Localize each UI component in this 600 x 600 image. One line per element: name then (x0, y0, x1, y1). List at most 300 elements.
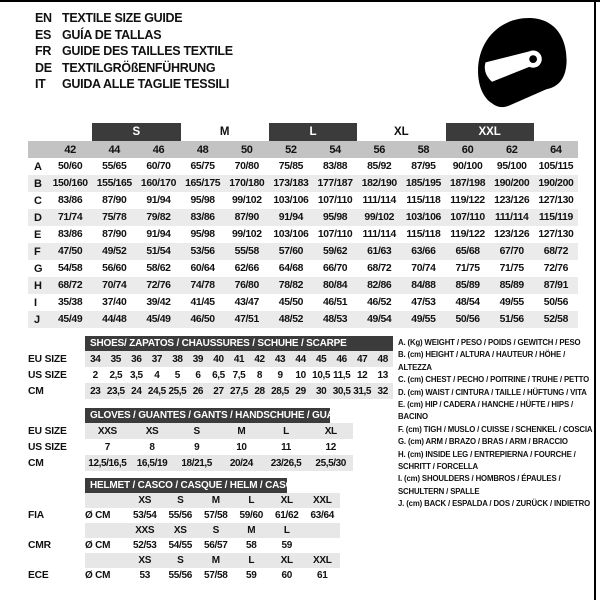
legend-item: H. (cm) INSIDE LEG / ENTREPIERNA / FOURCHE / SCHRITT / FORCELLA (398, 449, 576, 472)
size-value: 68/72 (534, 243, 578, 260)
helmet-title-bar: HELMET / CASCO / CASQUE / HELM / CASCO (85, 478, 287, 493)
size-label: XS (138, 495, 152, 506)
row-letter: B (28, 175, 48, 192)
size-value: 80/84 (313, 277, 357, 294)
size-value: 71/75 (455, 263, 480, 274)
size-value: 12 (325, 441, 336, 453)
size-value: 23,5 (106, 385, 125, 397)
size-value: 103/106 (273, 195, 309, 206)
size-value: 8 (149, 441, 155, 453)
size-value: 57/58 (203, 570, 228, 581)
size-value: 55/56 (168, 570, 193, 581)
size-value: 23/26,5 (270, 457, 302, 469)
helmet-values (85, 508, 340, 523)
size-value: 42 (254, 353, 265, 365)
row-letter: I (34, 296, 37, 309)
size-value: 107/110 (317, 195, 353, 206)
size-value: 12,5/16,5 (88, 457, 127, 469)
size-value: 4 (154, 369, 160, 381)
size-label: S (177, 495, 184, 506)
gloves-values (85, 455, 353, 471)
helmet-values-row (28, 568, 340, 583)
language-title: TEXTILGRÖßENFÜHRUNG (62, 60, 216, 75)
size-value: 60 (281, 570, 293, 581)
size-value: 99/102 (357, 209, 401, 226)
size-value: 23 (90, 385, 101, 397)
gloves-row (28, 455, 353, 471)
shoes-values (85, 351, 393, 367)
measurement-row (28, 294, 578, 311)
size-value: 34 (90, 353, 101, 365)
top-border-line (0, 0, 600, 2)
row-letter: J (28, 311, 48, 328)
size-value: 6 (195, 369, 201, 381)
size-value: 47 (357, 353, 368, 365)
size-value: 95/100 (496, 161, 527, 172)
size-value: 27 (213, 385, 224, 397)
helmet-values (85, 568, 340, 583)
shoes-title-bar: SHOES/ ZAPATOS / CHAUSSURES / SCHUHE / SCARPE (85, 336, 393, 351)
numeric-size: 50 (225, 141, 269, 158)
size-value: 87/90 (102, 229, 127, 240)
size-value: 48 (377, 353, 388, 365)
size-value: 87/90 (102, 195, 127, 206)
size-value: 50/56 (543, 297, 569, 308)
size-value: 24 (131, 385, 142, 397)
size-value: 36 (131, 353, 142, 365)
size-value: 55/65 (102, 161, 127, 172)
size-value: 49/54 (357, 311, 401, 328)
size-label: S (212, 525, 219, 536)
language-title: TEXTILE SIZE GUIDE (62, 11, 183, 25)
size-value: 83/86 (181, 209, 225, 226)
helmet-sizes (85, 553, 340, 568)
size-value: 32 (377, 385, 388, 397)
size-value: 10 (295, 369, 306, 381)
size-value: 3,5 (129, 369, 143, 381)
numeric-size: 58 (401, 141, 445, 158)
size-value: 45 (315, 353, 327, 365)
size-value: 56/57 (203, 540, 228, 551)
size-label: XL (280, 495, 293, 506)
size-value: 39/42 (146, 297, 171, 308)
size-value: 63/66 (401, 243, 445, 260)
size-value: 48/52 (269, 311, 313, 328)
numeric-size: 48 (181, 141, 225, 158)
helmet-values-row (28, 538, 340, 553)
legend-item: B. (cm) HEIGHT / ALTURA / HAUTEUR / HÖHE / ALTEZZA (398, 350, 566, 372)
size-group-l: L (269, 123, 357, 141)
size-value: 25,5/30 (315, 457, 346, 469)
right-border-line (594, 0, 596, 600)
size-value: 61 (316, 570, 328, 581)
size-value: 59 (281, 540, 293, 551)
size-value: 54/55 (168, 540, 193, 551)
size-value: 25,5 (168, 385, 187, 397)
legend-item: A. (Kg) WEIGHT / PESO / POIDS / GEWITCH / PESO (398, 338, 581, 347)
size-value: 57/58 (203, 510, 228, 521)
size-value: 107/110 (317, 229, 353, 240)
numeric-size-row (28, 141, 578, 158)
size-value: 71/74 (48, 209, 92, 226)
size-value: 111/114 (362, 229, 396, 240)
shoes-row-label: EU SIZE (28, 353, 67, 365)
size-value: 45/49 (136, 311, 180, 328)
row-letter: C (34, 194, 42, 207)
size-value: 9 (277, 369, 283, 381)
size-value: M (237, 425, 246, 437)
size-label: L (283, 525, 290, 536)
size-value: 115/118 (406, 229, 441, 240)
size-value: 123/126 (494, 229, 530, 240)
size-value: 71/75 (499, 263, 524, 274)
size-label: XL (280, 555, 293, 566)
size-value: 46/50 (181, 311, 225, 328)
numeric-size: 56 (357, 141, 401, 158)
row-letter: D (28, 209, 48, 226)
size-value: 39 (192, 353, 204, 365)
size-value: 91/94 (269, 209, 313, 226)
size-value: 60/70 (146, 161, 171, 172)
legend-item: C. (cm) CHEST / PECHO / POITRINE / TRUHE / PETTO (398, 375, 590, 385)
size-value: 6,5 (212, 369, 225, 381)
language-code: FR (35, 44, 52, 58)
shoes-row (28, 367, 393, 383)
size-value: 72/76 (543, 263, 569, 274)
standard-label: ECE (28, 570, 49, 581)
size-value: 63/64 (310, 510, 335, 521)
size-value: 187/198 (446, 175, 490, 192)
size-value: 43/47 (234, 297, 259, 308)
size-value: 70/74 (411, 263, 436, 274)
size-value: 127/130 (538, 229, 574, 240)
language-row (35, 43, 233, 60)
helmet-sizes-row (28, 493, 340, 508)
size-value: 99/102 (231, 195, 262, 206)
legend-item: J. (cm) BACK / ESPALDA / DOS / ZURÜCK / INDIETRO (398, 499, 591, 509)
size-value: 76/80 (225, 277, 269, 294)
size-label: XXS (135, 525, 155, 536)
size-value: 41 (233, 353, 245, 365)
size-value: 182/190 (357, 175, 401, 192)
legend-item: E. (cm) HIP / CADERA / HANCHE / HÜFTE / HIPS / BACINO (398, 400, 574, 422)
size-value: 115/119 (534, 209, 578, 226)
helmet-sizes (85, 523, 340, 538)
size-value: 47/51 (225, 311, 269, 328)
numeric-size: 52 (269, 141, 313, 158)
gloves-row-label: CM (28, 457, 44, 469)
helmet-sizes-row (28, 523, 340, 538)
size-value: 29 (295, 385, 306, 397)
size-value: 75/78 (92, 209, 136, 226)
numeric-size: 62 (490, 141, 534, 158)
size-value: 115/118 (406, 195, 441, 206)
size-value: 18/21,5 (181, 457, 212, 469)
size-label: M (247, 525, 256, 536)
size-value: 107/110 (446, 209, 490, 226)
size-value: 61/63 (357, 243, 401, 260)
size-value: 150/160 (48, 175, 92, 192)
size-value: 87/91 (534, 277, 578, 294)
size-value: 78/82 (269, 277, 313, 294)
size-value: 48/54 (455, 297, 480, 308)
size-value: 26 (192, 385, 204, 397)
size-value: 45/50 (278, 297, 304, 308)
size-value: 35/38 (58, 297, 83, 308)
language-title: GUIDE DES TAILLES TEXTILE (62, 44, 233, 58)
size-value: 85/92 (367, 161, 392, 172)
numeric-size: 60 (446, 141, 490, 158)
textile-size-table (28, 123, 578, 328)
size-value: 58 (245, 540, 257, 551)
helmet-values-row (28, 508, 340, 523)
size-value: 66/70 (322, 263, 348, 274)
size-value: 28,5 (271, 385, 289, 397)
language-row (35, 10, 233, 27)
size-value: 47/53 (411, 297, 436, 308)
unit-cell: Ø CM (85, 540, 111, 551)
size-value: 43 (274, 353, 286, 365)
size-value: 50/60 (58, 161, 83, 172)
size-value: 13 (377, 369, 388, 381)
size-value: 30,5 (332, 385, 351, 397)
corner-cell (28, 141, 48, 158)
size-value: 27,5 (230, 385, 248, 397)
size-value: 105/115 (538, 161, 574, 172)
numeric-size: 42 (48, 141, 92, 158)
measurement-row (28, 209, 578, 226)
size-value: 54/58 (58, 263, 83, 274)
size-value: 52/53 (132, 540, 157, 551)
gloves-row-label: US SIZE (28, 441, 67, 453)
size-value: 55/56 (168, 510, 193, 521)
size-value: XS (145, 425, 159, 437)
size-value: 12 (357, 369, 368, 381)
size-value: 65/75 (190, 161, 215, 172)
size-value: 91/94 (146, 195, 171, 206)
size-value: 11 (281, 441, 291, 453)
size-value: 46/51 (322, 297, 348, 308)
size-value: 56/60 (102, 263, 127, 274)
shoes-row (28, 383, 393, 399)
numeric-size: 54 (313, 141, 357, 158)
size-value: 59/60 (239, 510, 264, 521)
language-code: DE (35, 60, 52, 75)
size-group-m: M (219, 126, 230, 138)
legend-item: G. (cm) ARM / BRAZO / BRAS / ARM / BRACCIO (398, 437, 568, 447)
size-value: 7 (104, 441, 110, 453)
size-value: XL (324, 425, 337, 437)
size-value: 57/60 (269, 243, 313, 260)
size-value: 10 (236, 441, 247, 453)
size-value: 51/56 (490, 311, 534, 328)
size-value: 64/68 (278, 263, 304, 274)
gloves-row (28, 423, 353, 439)
size-value: 103/106 (273, 229, 309, 240)
size-value: 20/24 (229, 457, 253, 469)
size-label: M (211, 495, 220, 506)
size-value: 38 (172, 353, 183, 365)
size-value: 62/66 (234, 263, 259, 274)
size-value: 37 (151, 353, 163, 365)
size-value: 87/95 (411, 161, 436, 172)
size-value: 87/90 (225, 209, 269, 226)
size-value: 55/58 (225, 243, 269, 260)
language-title: GUÍA DE TALLAS (62, 27, 162, 42)
size-label: M (211, 555, 220, 566)
size-value: 90/100 (452, 161, 483, 172)
size-value: 91/94 (146, 229, 171, 240)
standard-label: CMR (28, 540, 51, 551)
size-label: XS (138, 555, 152, 566)
measurement-row (28, 277, 578, 294)
helmet-values (85, 538, 340, 553)
size-value: 83/88 (322, 161, 348, 172)
shoes-row-label: US SIZE (28, 369, 67, 381)
size-value: 123/126 (494, 195, 530, 206)
size-value: 31,5 (353, 385, 372, 397)
legend-item: F. (cm) TIGH / MUSLO / CUISSE / SCHENKEL / COSCIA (398, 424, 593, 434)
gloves-row (28, 439, 353, 455)
size-value: 119/122 (450, 229, 485, 240)
size-value: 70/80 (234, 161, 259, 172)
size-value: 50/56 (446, 311, 490, 328)
size-value: 68/72 (48, 277, 92, 294)
size-value: 53/56 (181, 243, 225, 260)
helmet-sizes-row (28, 553, 340, 568)
size-value: 177/187 (313, 175, 357, 192)
size-value: 47/50 (48, 243, 92, 260)
size-value: 99/102 (231, 229, 262, 240)
size-value: S (193, 425, 200, 437)
measurement-row (28, 192, 578, 209)
size-value: 28 (254, 385, 265, 397)
shoes-size-table (28, 336, 393, 399)
size-value: 82/86 (357, 277, 401, 294)
size-value: 30 (315, 385, 327, 397)
size-value: 83/86 (58, 229, 83, 240)
size-label: XXL (312, 495, 332, 506)
measurement-row (28, 260, 578, 277)
size-value: 127/130 (538, 195, 574, 206)
size-value: 46/52 (367, 297, 392, 308)
language-code: ES (35, 27, 52, 42)
size-value: 44 (295, 353, 306, 365)
size-value: 52/58 (534, 311, 578, 328)
size-value: 70/74 (92, 277, 136, 294)
size-value: 8 (256, 369, 263, 381)
size-value: 67/70 (490, 243, 534, 260)
shoes-values (85, 367, 393, 383)
size-value: 119/122 (450, 195, 485, 206)
helmet-icon (464, 4, 572, 112)
numeric-size: 44 (92, 141, 136, 158)
size-value: 7,5 (232, 369, 246, 381)
size-value: L (283, 425, 289, 437)
size-value: 68/72 (367, 263, 392, 274)
size-value: 59 (245, 570, 257, 581)
size-value: 95/98 (313, 209, 357, 226)
size-value: 44/48 (92, 311, 136, 328)
size-value: 51/54 (136, 243, 180, 260)
size-value: 41/45 (190, 297, 215, 308)
gloves-values (85, 439, 353, 455)
row-letter: A (34, 160, 42, 173)
measurement-row (28, 226, 578, 243)
size-value: 40 (213, 353, 224, 365)
size-value: 160/170 (136, 175, 180, 192)
size-value: 85/89 (446, 277, 490, 294)
size-value: 190/200 (490, 175, 534, 192)
unit-cell: Ø CM (85, 570, 111, 581)
size-value: 45/49 (48, 311, 92, 328)
size-group-s: S (92, 123, 180, 141)
shoes-row-label: CM (28, 385, 44, 397)
size-value: 65/68 (446, 243, 490, 260)
size-group-row (28, 123, 578, 141)
size-value: 24,5 (147, 385, 166, 397)
size-label: S (177, 555, 184, 566)
size-value: 2,5 (109, 369, 123, 381)
size-value: 46 (336, 353, 347, 365)
row-letter: E (34, 228, 41, 241)
unit-cell: Ø CM (85, 510, 111, 521)
size-value: 185/195 (401, 175, 445, 192)
size-value: 83/86 (58, 195, 83, 206)
measurement-row (28, 243, 578, 260)
size-label: L (248, 555, 255, 566)
size-value: 11,5 (332, 369, 351, 381)
gloves-size-table (28, 408, 353, 471)
size-value: 60/64 (190, 263, 215, 274)
size-value: 5 (174, 369, 180, 381)
shoes-row (28, 351, 393, 367)
measurement-row (28, 311, 578, 328)
row-letter: H (28, 277, 48, 294)
size-value: 16,5/19 (136, 457, 168, 469)
size-value: 111/114 (490, 209, 534, 226)
size-value: 165/175 (181, 175, 225, 192)
language-row (35, 76, 233, 93)
row-letter: F (28, 243, 48, 260)
size-value: 111/114 (362, 195, 396, 206)
gloves-title-bar: GLOVES / GUANTES / GANTS / HANDSCHUHE / GUANTI (85, 408, 330, 423)
size-value: 155/165 (92, 175, 136, 192)
size-value: 85/89 (490, 277, 534, 294)
measurement-row (28, 175, 578, 192)
size-value: 190/200 (534, 175, 578, 192)
legend-item: I. (cm) SHOULDERS / HOMBROS / ÉPAULES / SCHULTERN / SPALLE (398, 474, 561, 496)
size-value: XXS (97, 425, 117, 437)
language-row (35, 60, 233, 77)
size-value: 170/180 (225, 175, 269, 192)
size-value: 79/82 (136, 209, 180, 226)
size-value: 49/52 (92, 243, 136, 260)
measurement-legend (398, 337, 594, 511)
size-value: 75/85 (278, 161, 304, 172)
numeric-size: 46 (136, 141, 180, 158)
corner-cell (534, 123, 578, 141)
size-value: 49/55 (499, 297, 524, 308)
helmet-size-table (28, 478, 340, 583)
size-group-xxl: XXL (446, 123, 534, 141)
size-value: 9 (194, 441, 200, 453)
size-value: 53 (139, 570, 151, 581)
measurement-row (28, 158, 578, 175)
gloves-values (85, 423, 353, 439)
gloves-row-label: EU SIZE (28, 425, 67, 437)
size-value: 48/53 (313, 311, 357, 328)
